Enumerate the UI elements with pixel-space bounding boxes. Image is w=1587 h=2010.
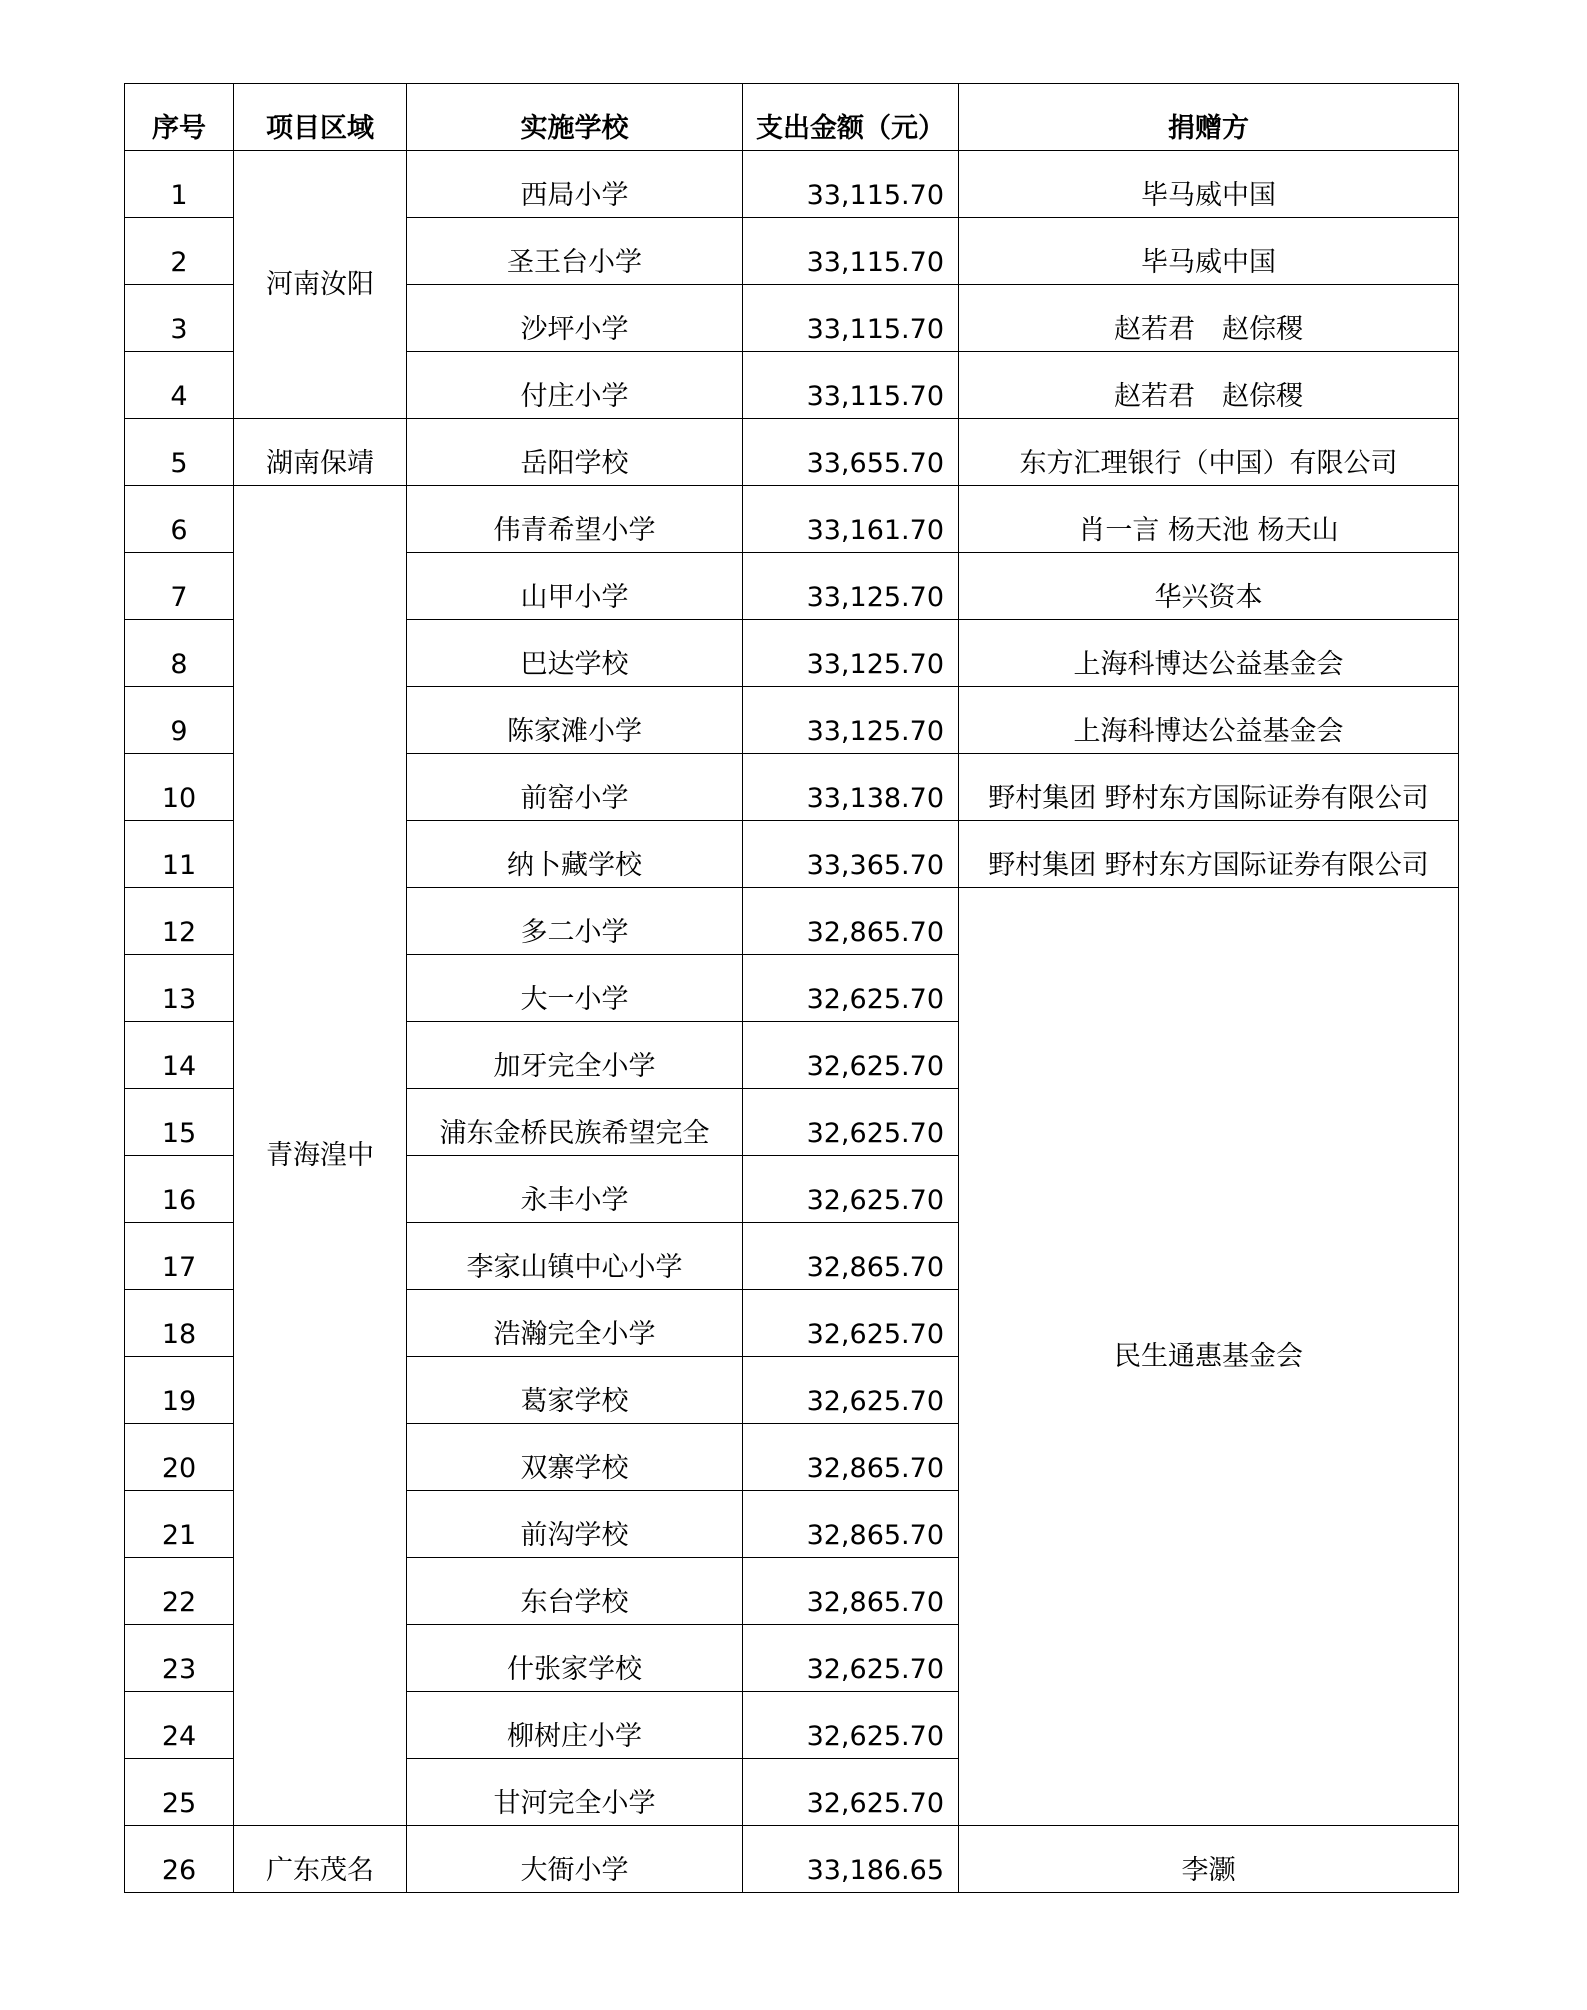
school-cell: 大一小学 [407,955,743,1022]
seq-cell: 2 [125,218,234,285]
school-cell: 巴达学校 [407,620,743,687]
table-row [125,151,1459,218]
amount-cell: 33,115.70 [743,218,959,285]
donor-cell: 华兴资本 [959,553,1459,620]
amount-cell: 33,138.70 [743,754,959,821]
school-cell: 西局小学 [407,151,743,218]
donor-cell: 野村集团 野村东方国际证券有限公司 [959,821,1459,888]
school-cell: 双寨学校 [407,1424,743,1491]
school-cell: 岳阳学校 [407,419,743,486]
school-cell: 葛家学校 [407,1357,743,1424]
seq-cell: 3 [125,285,234,352]
donor-cell: 肖一言 杨天池 杨天山 [959,486,1459,553]
region-cell-hunan: 湖南保靖 [234,419,407,486]
donor-cell: 毕马威中国 [959,218,1459,285]
amount-cell: 32,625.70 [743,1089,959,1156]
seq-cell: 6 [125,486,234,553]
donor-cell: 李灏 [959,1826,1459,1893]
school-cell: 李家山镇中心小学 [407,1223,743,1290]
school-cell: 什张家学校 [407,1625,743,1692]
school-cell: 浩瀚完全小学 [407,1290,743,1357]
header-amount: 支出金额（元） [743,84,959,151]
amount-cell: 32,865.70 [743,1558,959,1625]
amount-cell: 33,365.70 [743,821,959,888]
amount-cell: 32,625.70 [743,1759,959,1826]
seq-cell: 9 [125,687,234,754]
donor-cell: 上海科博达公益基金会 [959,687,1459,754]
amount-cell: 32,625.70 [743,1156,959,1223]
seq-cell: 16 [125,1156,234,1223]
seq-cell: 4 [125,352,234,419]
region-cell-qinghai: 青海湟中 [234,486,407,1826]
school-cell: 永丰小学 [407,1156,743,1223]
seq-cell: 22 [125,1558,234,1625]
amount-cell: 33,161.70 [743,486,959,553]
amount-cell: 33,655.70 [743,419,959,486]
seq-cell: 12 [125,888,234,955]
donor-cell: 赵若君 赵倧稷 [959,352,1459,419]
seq-cell: 7 [125,553,234,620]
school-cell: 山甲小学 [407,553,743,620]
seq-cell: 5 [125,419,234,486]
amount-cell: 33,115.70 [743,285,959,352]
school-cell: 大衙小学 [407,1826,743,1893]
amount-cell: 33,125.70 [743,687,959,754]
header-donor: 捐赠方 [959,84,1459,151]
amount-cell: 32,625.70 [743,1290,959,1357]
school-cell: 陈家滩小学 [407,687,743,754]
amount-cell: 33,115.70 [743,151,959,218]
school-cell: 前沟学校 [407,1491,743,1558]
amount-cell: 33,125.70 [743,553,959,620]
amount-cell: 32,625.70 [743,1625,959,1692]
amount-cell: 32,865.70 [743,1424,959,1491]
donor-cell: 上海科博达公益基金会 [959,620,1459,687]
seq-cell: 15 [125,1089,234,1156]
amount-cell: 32,865.70 [743,888,959,955]
school-cell: 前窑小学 [407,754,743,821]
amount-cell: 32,865.70 [743,1223,959,1290]
amount-cell: 32,625.70 [743,1022,959,1089]
header-row [125,84,1459,151]
amount-cell: 32,865.70 [743,1491,959,1558]
school-cell: 圣王台小学 [407,218,743,285]
school-cell: 多二小学 [407,888,743,955]
amount-cell: 33,186.65 [743,1826,959,1893]
amount-cell: 32,625.70 [743,1357,959,1424]
donor-cell: 毕马威中国 [959,151,1459,218]
school-cell: 纳卜藏学校 [407,821,743,888]
header-seq: 序号 [125,84,234,151]
school-cell: 柳树庄小学 [407,1692,743,1759]
header-school: 实施学校 [407,84,743,151]
amount-cell: 33,125.70 [743,620,959,687]
seq-cell: 17 [125,1223,234,1290]
amount-cell: 33,115.70 [743,352,959,419]
table-row [125,1826,1459,1893]
header-region: 项目区域 [234,84,407,151]
seq-cell: 23 [125,1625,234,1692]
table-row [125,419,1459,486]
school-cell: 伟青希望小学 [407,486,743,553]
seq-cell: 25 [125,1759,234,1826]
amount-cell: 32,625.70 [743,1692,959,1759]
school-cell: 付庄小学 [407,352,743,419]
seq-cell: 1 [125,151,234,218]
seq-cell: 14 [125,1022,234,1089]
school-cell: 加牙完全小学 [407,1022,743,1089]
donor-cell: 野村集团 野村东方国际证券有限公司 [959,754,1459,821]
donor-cell: 东方汇理银行（中国）有限公司 [959,419,1459,486]
seq-cell: 21 [125,1491,234,1558]
region-cell-guangdong: 广东茂名 [234,1826,407,1893]
donor-cell-merged: 民生通惠基金会 [959,888,1459,1826]
seq-cell: 8 [125,620,234,687]
school-cell: 沙坪小学 [407,285,743,352]
school-cell: 东台学校 [407,1558,743,1625]
donation-table [124,83,1459,1893]
region-cell-henan: 河南汝阳 [234,151,407,419]
donor-cell: 赵若君 赵倧稷 [959,285,1459,352]
seq-cell: 24 [125,1692,234,1759]
seq-cell: 26 [125,1826,234,1893]
amount-cell: 32,625.70 [743,955,959,1022]
seq-cell: 18 [125,1290,234,1357]
seq-cell: 13 [125,955,234,1022]
seq-cell: 10 [125,754,234,821]
table-row [125,486,1459,553]
school-cell: 浦东金桥民族希望完全 [407,1089,743,1156]
seq-cell: 19 [125,1357,234,1424]
seq-cell: 20 [125,1424,234,1491]
school-cell: 甘河完全小学 [407,1759,743,1826]
seq-cell: 11 [125,821,234,888]
